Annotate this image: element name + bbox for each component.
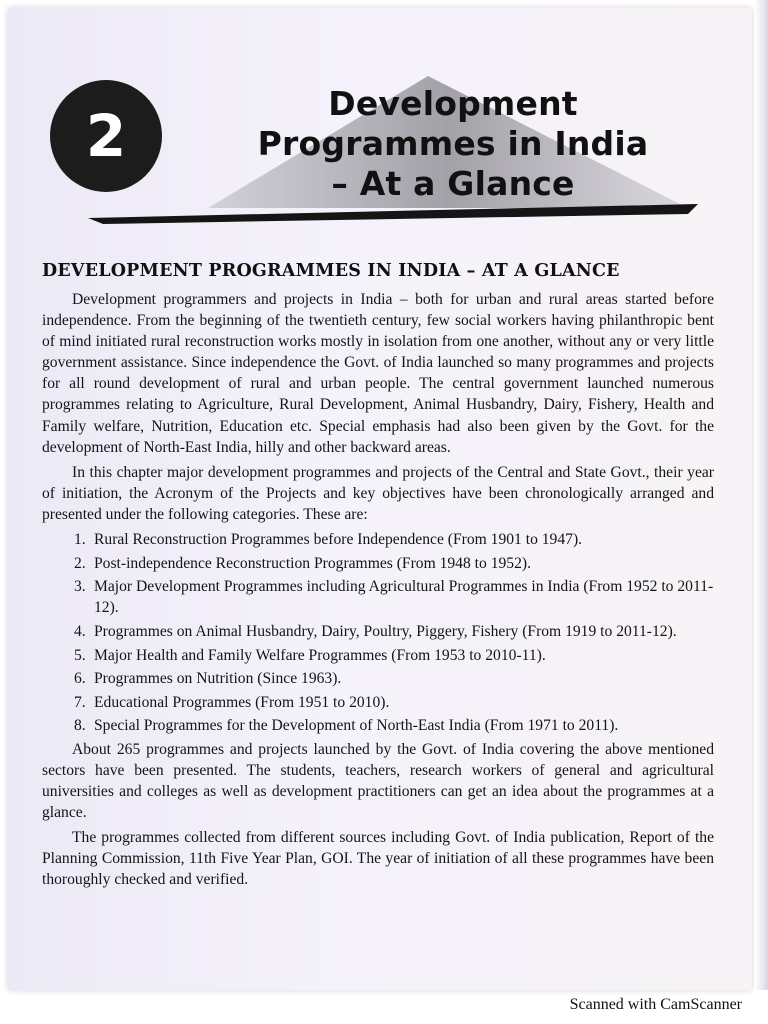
chapter-title-line: Development [328,84,578,123]
chapter-title [188,84,718,204]
category-list [42,529,714,736]
list-text: Rural Reconstruction Programmes before Independence (From 1901 to 1947). [94,531,583,549]
chapter-title-line: Programmes in India [257,124,649,163]
list-text: Post-independence Reconstruction Programmes (From 1948 to 1952). [94,554,531,572]
list-item [74,692,714,713]
list-text: Major Development Programmes including Agricultural Programmes in India (From 1952 to 2011-12). [94,578,714,617]
paragraph: In this chapter major development programmes and projects of the Central and State Govt., their year of initiation, the Acronym of the Projects and key objectives have been chronologically arranged and presented under the following categories. These are: [42,463,714,523]
chapter-title-line: – At a Glance [331,164,575,203]
list-text: Educational Programmes (From 1951 to 2010). [94,693,390,711]
list-text: Special Programmes for the Development of North-East India (From 1971 to 2011). [94,717,619,735]
list-text: Programmes on Nutrition (Since 1963). [94,670,342,688]
paragraph: The programmes collected from different sources including Govt. of India publication, Report of the Planning Commission, 11th Five Year Plan, GOI. The year of initiation of all these programmes have been thoroughly checked and verified. [42,829,714,889]
section-heading: DEVELOPMENT PROGRAMMES IN INDIA – AT A GLANCE [42,261,620,281]
list-number: 4. [74,622,86,640]
paragraph: About 265 programmes and projects launched by the Govt. of India covering the above mentioned sectors have been presented. The students, teachers, research workers of general and agricultural universities and colleges as well as development practitioners can get an idea about the programmes at a glance. [42,740,714,822]
list-item [74,576,714,618]
paragraph: Development programmers and projects in India – both for urban and rural areas started before independence. From the beginning of the twentieth century, few social workers having philanthropic bent of mind initiated rural reconstruction works mostly in isolation from one another, without any or very little government assistance. Since independence the Govt. of India launched so many programmes and projects for all round development of rural and urban people. The central government launched numerous programmes relating to Agriculture, Rural Development, Animal Husbandry, Dairy, Fishery, Health and Family welfare, Nutrition, Education etc. Special emphasis had also been given by the Govt. for the development of North-East India, hilly and other backward areas. [42,291,714,456]
page-edge [754,0,768,990]
scanner-watermark: Scanned with CamScanner [569,996,742,1013]
list-number: 8. [74,717,86,735]
list-number: 2. [74,554,86,572]
list-number: 1. [74,531,86,549]
scanned-page [8,8,752,990]
list-item [74,715,714,736]
body-text [42,289,714,891]
list-number: 5. [74,646,86,664]
list-text: Major Health and Family Welfare Programmes (From 1953 to 2010-11). [94,646,546,664]
chapter-number-badge: 2 [50,80,162,192]
list-item [74,645,714,666]
list-text: Programmes on Animal Husbandry, Dairy, Poultry, Piggery, Fishery (From 1919 to 2011-12). [94,622,677,640]
list-number: 6. [74,670,86,688]
list-number: 7. [74,693,86,711]
list-item [74,553,714,574]
list-item [74,621,714,642]
list-item [74,668,714,689]
list-item [74,529,714,550]
list-number: 3. [74,578,86,596]
